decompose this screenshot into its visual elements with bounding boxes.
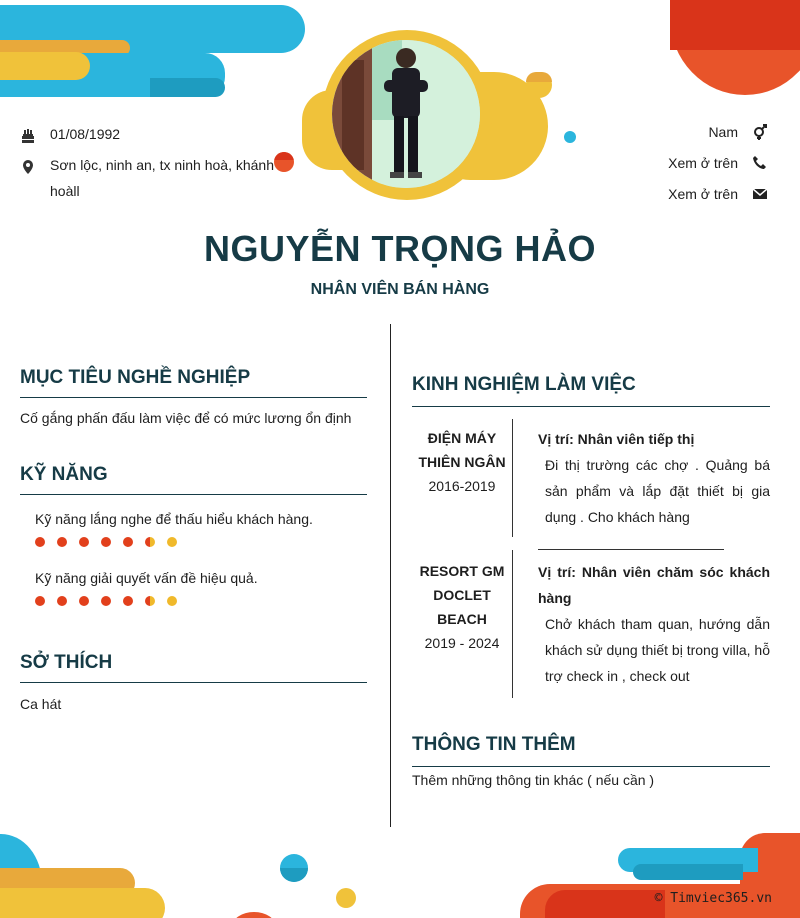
rating-dot <box>79 537 89 547</box>
decor-top-left <box>0 0 310 100</box>
phone-row <box>668 155 768 171</box>
gender-text: Nam <box>708 124 738 140</box>
skills-heading: KỸ NĂNG <box>20 464 108 485</box>
rating-dot <box>123 596 133 606</box>
gender-row <box>708 124 768 140</box>
rating-dot <box>101 596 111 606</box>
birthday-row <box>20 121 120 147</box>
experience-line <box>412 406 770 407</box>
job-timeline-line <box>512 550 513 698</box>
rating-dot <box>79 596 89 606</box>
avatar <box>332 40 480 188</box>
cake-icon <box>20 126 36 142</box>
job-separator <box>538 549 724 550</box>
job-position: Vị trí: Nhân viên tiếp thị <box>538 431 695 447</box>
additional-info-text: Thêm những thông tin khác ( nếu cần ) <box>412 772 655 788</box>
address-row <box>20 152 275 204</box>
phone-icon <box>752 155 768 171</box>
skills-line <box>20 494 367 495</box>
career-objective-heading: MỤC TIÊU NGHỀ NGHIỆP <box>20 367 251 388</box>
job-description: Chở khách tham quan, hướng dẫn khách sử dụng thiết bị trong villa, hỗ trợ check in , check out <box>545 616 770 684</box>
career-objective-line <box>20 397 367 398</box>
job-period: 2016-2019 <box>428 478 496 494</box>
skill-label: Kỹ năng giải quyết vấn đề hiệu quả. <box>35 570 258 586</box>
gender-icon <box>752 124 768 140</box>
rating-dot <box>167 537 177 547</box>
decor-top-right <box>670 0 800 100</box>
rating-dot <box>57 596 67 606</box>
birthday-text: 01/08/1992 <box>50 126 121 142</box>
skill-rating <box>35 537 189 547</box>
hobbies-text: Ca hát <box>20 696 62 712</box>
rating-dot <box>145 537 155 547</box>
email-row <box>668 186 768 202</box>
location-icon <box>20 157 36 173</box>
footer-credit: © Timviec365.vn <box>654 891 772 906</box>
decor-bottom-left <box>0 830 380 918</box>
rating-dot <box>101 537 111 547</box>
job-timeline-line <box>512 419 513 537</box>
rating-dot <box>35 596 45 606</box>
phone-text: Xem ở trên <box>668 155 738 171</box>
decor-dot-red <box>274 152 294 172</box>
email-text: Xem ở trên <box>668 186 738 202</box>
job-period: 2019 - 2024 <box>424 635 500 651</box>
address-text: Sơn lộc, ninh an, tx ninh hoà, khánh hoàll <box>50 157 274 199</box>
mail-icon <box>752 186 768 202</box>
job-position: Vị trí: Nhân viên chăm sóc khách hàng <box>538 564 770 606</box>
additional-info-heading: THÔNG TIN THÊM <box>412 734 576 755</box>
additional-info-line <box>412 766 770 767</box>
skill-label: Kỹ năng lắng nghe để thấu hiểu khách hàng. <box>35 511 313 527</box>
column-divider <box>390 324 391 827</box>
hobbies-line <box>20 682 367 683</box>
career-objective-text: Cố gắng phấn đấu làm việc để có mức lương ổn định <box>20 410 352 426</box>
job-title: NHÂN VIÊN BÁN HÀNG <box>310 281 490 298</box>
rating-dot <box>123 537 133 547</box>
hobbies-heading: SỞ THÍCH <box>20 652 113 673</box>
job-company: ĐIỆN MÁY THIÊN NGÂN <box>418 430 506 470</box>
job-description: Đi thị trường các chợ . Quảng bá sản phẩm và lắp đặt thiết bị gia dụng . Cho khách hàng <box>545 457 770 525</box>
rating-dot <box>167 596 177 606</box>
experience-heading: KINH NGHIỆM LÀM VIỆC <box>412 374 636 395</box>
candidate-name: NGUYỄN TRỌNG HẢO <box>203 228 596 269</box>
rating-dot <box>145 596 155 606</box>
skill-rating <box>35 596 189 606</box>
rating-dot <box>35 537 45 547</box>
job-company: RESORT GM DOCLET BEACH <box>419 563 505 627</box>
rating-dot <box>57 537 67 547</box>
